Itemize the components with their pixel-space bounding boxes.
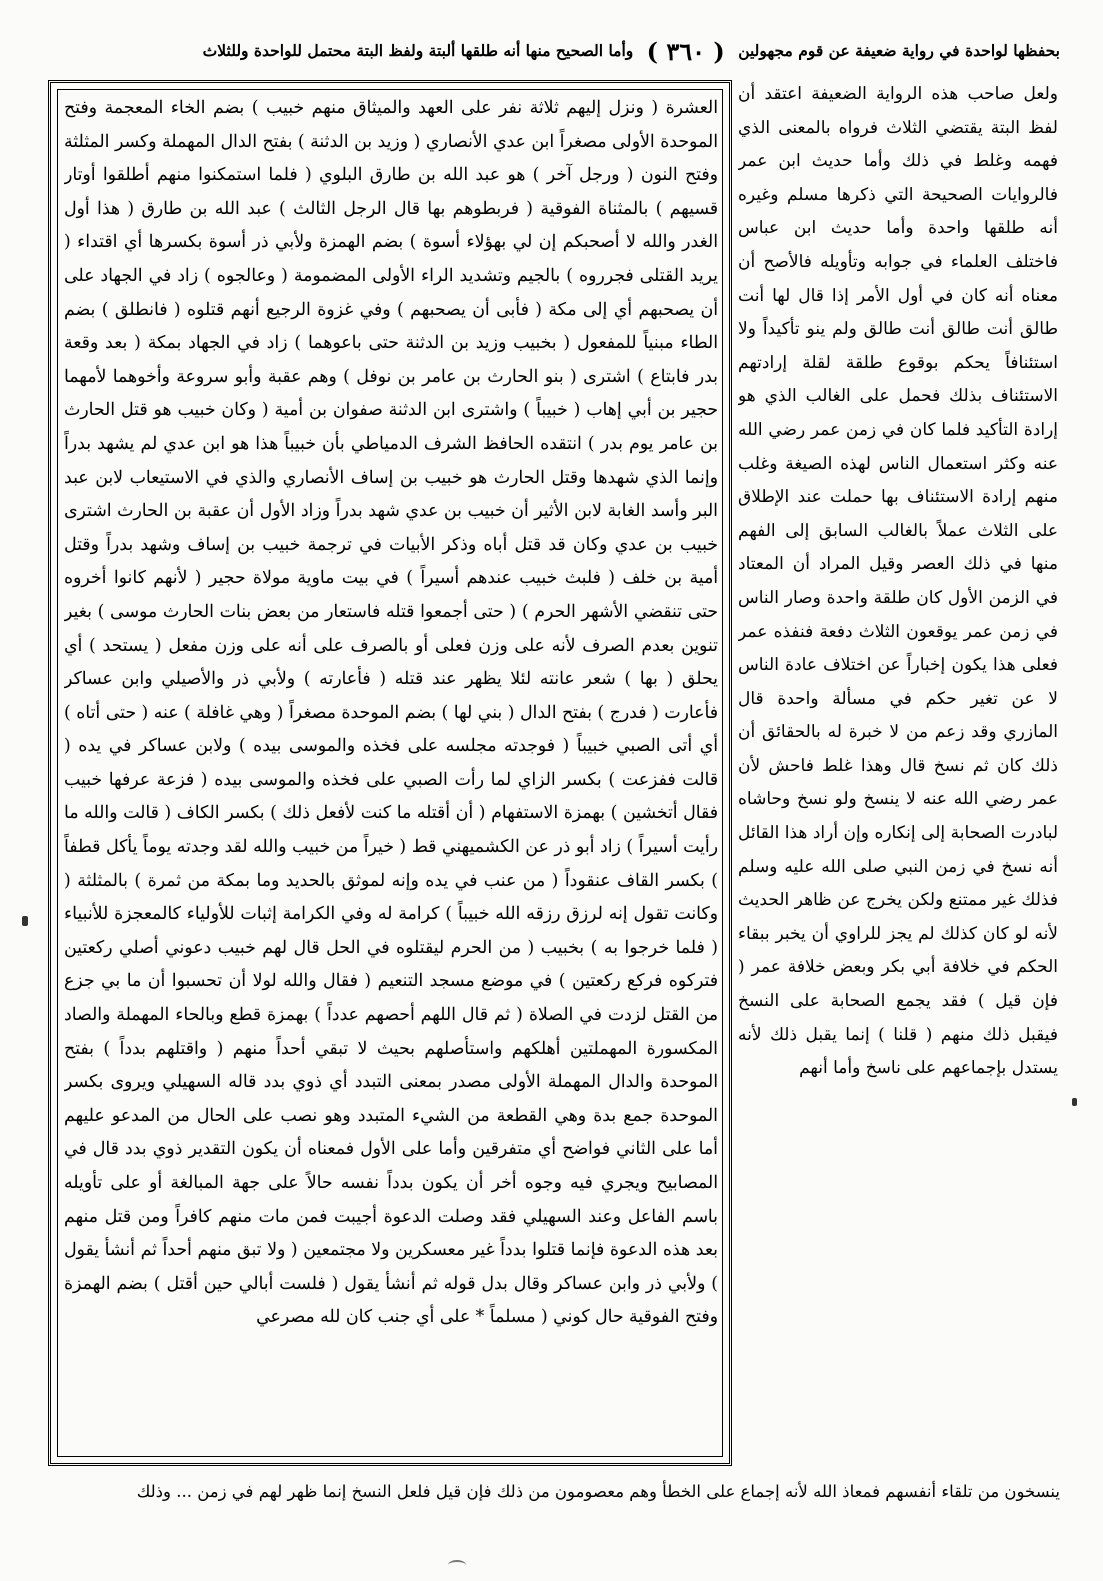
page-number: ( ٣٦٠ ) [646,37,725,66]
scan-speck-right [1072,1098,1077,1106]
header-text-right: بحفظها لواحدة في رواية ضعيفة عن قوم مجهولين [738,41,1060,60]
margin-commentary-column [738,78,1058,1478]
main-commentary-column [64,92,718,1454]
scan-mark-bottom [448,1560,466,1570]
footer-text: ينسخون من تلقاء أنفسهم فمعاذ الله لأنه إجماع على الخطأ وهم معصومون من ذلك فإن قيل فلعل النسخ إنما ظهر لهم في زمن ... وذلك [136,1482,1060,1501]
margin-commentary-text: ولعل صاحب هذه الرواية الضعيفة اعتقد أن لفظ البتة يقتضي الثلاث فرواه بالمعنى الذي فهمه وغلط في ذلك وأما حديث ابن عمر فالروايات الصحيحة التي ذكرها مسلم وغيره أنه طلقها واحدة وأما حديث ابن عباس فاختلف العلماء في جوابه وتأويله فالأصح أن معناه أنه كان في أول الأمر إذا قال لها أنت طالق أنت طالق أنت طالق ولم ينو تأكيداً ولا استئنافاً يحكم بوقوع طلقة لقلة إرادتهم الاستئناف بذلك فحمل على الغالب الذي هو إرادة التأكيد فلما كان في زمن عمر رضي الله عنه وكثر استعمال الناس لهذه الصيغة وغلب منهم إرادة الاستئناف بها حملت عند الإطلاق على الثلاث عملاً بالغالب السابق إلى الفهم منها في ذلك العصر وقيل المراد أن المعتاد في الزمن الأول كان طلقة واحدة وصار الناس في زمن عمر يوقعون الثلاث دفعة فنفذه عمر فعلى هذا يكون إخباراً عن اختلاف عادة الناس لا عن تغير حكم في مسألة واحدة قال المازري وقد زعم من لا خبرة له بالحقائق أن ذلك كان ثم نسخ قال وهذا غلط فاحش لأن عمر رضي الله عنه لا ينسخ ولو نسخ وحاشاه لبادرت الصحابة إلى إنكاره وإن أراد هذا القائل أنه نسخ في زمن النبي صلى الله عليه وسلم فذلك غير ممتنع ولكن يخرج عن ظاهر الحديث لأنه لو كان كذلك لم يجز للراوي أن يخبر ببقاء الحكم في خلافة أبي بكر وبعض خلافة عمر ( فإن قيل ) فقد يجمع الصحابة على النسخ فيقبل ذلك منهم ( قلنا ) إنما يقبل ذلك لأنه يستدل بإجماعهم على ناسخ وأما أنهم [738,84,1058,1079]
footer-line [60,1474,1060,1510]
main-commentary-text: العشرة ( ونزل إليهم ثلاثة نفر على العهد والميثاق منهم خبيب ) بضم الخاء المعجمة وفتح الموحدة الأولى مصغراً ابن عدي الأنصاري ( وزيد بن الدثنة ) بفتح الدال المهملة وكسر المثلثة وفتح النون ( ورجل آخر ) هو عبد الله بن طارق البلوي ( فلما استمكنوا منهم أطلقوا أوتار قسيهم ) بالمثناة الفوقية ( فربطوهم بها قال الرجل الثالث ) عبد الله بن طارق ( هذا أول الغدر والله لا أصحبكم إن لي بهؤلاء أسوة ) بضم الهمزة ولأبي ذر أسوة بكسرها أي اقتداء ( يريد القتلى فجرروه ) بالجيم وتشديد الراء الأولى المضمومة ( وعالجوه ) زاد في الجهاد على أن يصحبهم أي إلى مكة ( فأبى أن يصحبهم ) وفي غزوة الرجيع أنهم قتلوه ( فانطلق ) بضم الطاء مبنياً للمفعول ( بخبيب وزيد بن الدثنة حتى باعوهما ) زاد في الجهاد بمكة ( بعد وقعة بدر فابتاع ) اشترى ( بنو الحارث بن عامر بن نوفل ) وهم عقبة وأبو سروعة وأخوهما لأمهما حجير بن أبي إهاب ( خبيباً ) واشترى ابن الدثنة صفوان بن أمية ( وكان خبيب هو قتل الحارث بن عامر يوم بدر ) انتقده الحافظ الشرف الدمياطي بأن خبيباً هذا هو ابن عدي لم يشهد بدراً وإنما الذي شهدها وقتل الحارث هو خبيب بن إساف الأنصاري والذي في الاستيعاب لابن عبد البر وأسد الغابة لابن الأثير أن خبيب بن عدي شهد بدراً وزاد الأول أن عقبة بن الحارث اشترى خبيب بن عدي وكان قد قتل أباه وذكر الأبيات في ترجمة خبيب بن إساف وشهد بدراً وقتل أمية بن خلف ( فلبث خبيب عندهم أسيراً ) في بيت ماوية مولاة حجير ( لأنهم كانوا أخروه حتى تنقضي الأشهر الحرم ) ( حتى أجمعوا قتله فاستعار من بعض بنات الحارث موسى ) بغير تنوين بعدم الصرف لأنه على وزن فعلى أو بالصرف على أنه على وزن مفعل ( يستحد ) أي يحلق ( بها ) شعر عانته لئلا يظهر عند قتله ( فأعارته ) ولأبي ذر والأصيلي وابن عساكر فأعارت ( فدرج ) بفتح الدال ( بني لها ) بضم الموحدة مصغراً ( وهي غافلة ) عنه ( حتى أتاه ) أي أتى الصبي خبيباً ( فوجدته مجلسه على فخذه والموسى بيده ) ولابن عساكر في يده ( قالت ففزعت ) بكسر الزاي لما رأت الصبي على فخذه والموسى بيده ( فزعة عرفها خبيب فقال أتخشين ) بهمزة الاستفهام ( أن أقتله ما كنت لأفعل ذلك ) بكسر الكاف ( قالت والله ما رأيت أسيراً ) زاد أبو ذر عن الكشميهني قط ( خيراً من خبيب والله لقد وجدته يوماً يأكل قطفاً ) بكسر القاف عنقوداً ( من عنب في يده وإنه لموثق بالحديد وما بمكة من ثمرة ) بالمثلثة ( وكانت تقول إنه لرزق رزقه الله خبيباً ) كرامة له وفي الكرامة إثبات للأولياء كالمعجزة للأنبياء ( فلما خرجوا به ) بخبيب ( من الحرم ليقتلوه في الحل قال لهم خبيب دعوني أصلي ركعتين فتركوه فركع ركعتين ) في موضع مسجد التنعيم ( فقال والله لولا أن تحسبوا أن ما بي جزع من القتل لزدت في الصلاة ( ثم قال اللهم أحصهم عدداً ) بهمزة قطع وبالحاء المهملة والصاد المكسورة المهملتين أهلكهم واستأصلهم بحيث لا تبقي أحداً منهم ( واقتلهم بدداً ) بفتح الموحدة والدال المهملة الأولى مصدر بمعنى التبدد أي ذوي بدد قاله السهيلي ويروى بكسر الموحدة جمع بدة وهي القطعة من الشيء المتبدد وهو نصب على الحال من المدعو عليهم أما على الثاني فواضح أي متفرقين وأما على الأول فمعناه أن يكون التقدير ذوي بدد قال في المصابيح ويجري فيه وجوه أخر أن يكون بدداً نفسه حالاً على جهة المبالغة أو على تأويله باسم الفاعل وعند السهيلي فقد وصلت الدعوة أجيبت فمن مات منهم كافراً ومن قتل منهم بعد هذه الدعوة فإنما قتلوا بدداً غير معسكرين ولا مجتمعين ( ولا تبق منهم أحداً ثم أنشأ يقول ) ولأبي ذر وابن عساكر وقال بدل قوله ثم أنشأ يقول ( فلست أبالي حين أقتل ) بضم الهمزة وفتح الفوقية حال كوني ( مسلماً * على أي جنب كان لله مصرعي [64,98,718,1328]
scan-speck-left [22,916,28,926]
header-text-left: وأما الصحيح منها أنه طلقها ألبتة ولفظ البتة محتمل للواحدة وللثلاث [202,41,634,60]
running-header [48,30,1060,72]
